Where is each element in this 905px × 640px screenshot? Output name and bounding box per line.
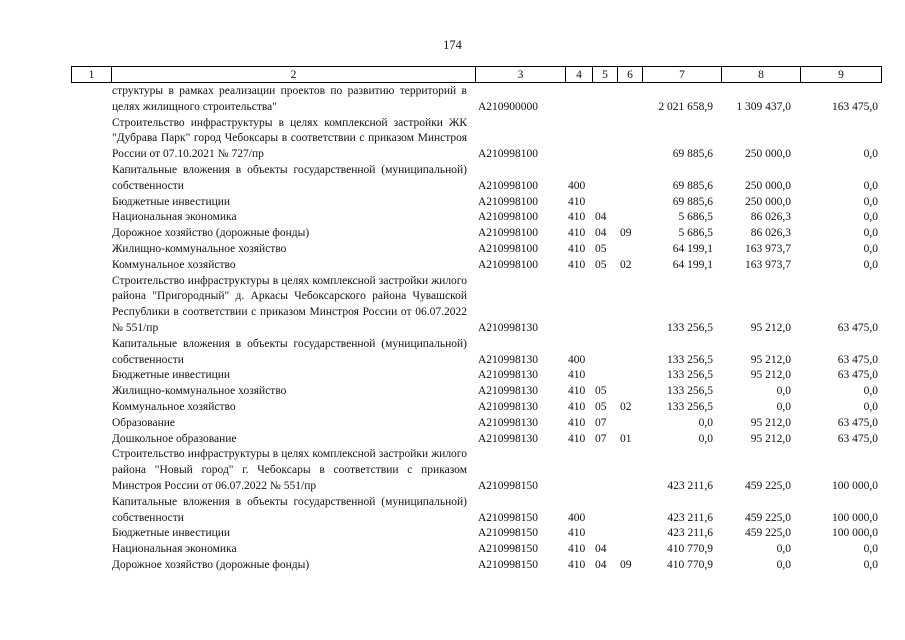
row-col-4 [565,116,592,163]
row-value-8: 0,0 [776,400,791,413]
row-value-8: 163 973,7 [745,258,791,271]
row-value-9: 63 475,0 [837,416,878,429]
row-value-8: 459 225,0 [745,511,791,524]
row-name: Национальная экономика [112,543,237,556]
row-value-7: 133 256,5 [667,400,713,413]
row-value-7: 64 199,1 [672,258,713,271]
table-row [71,495,881,527]
row-value-7: 133 256,5 [667,353,713,366]
row-code: A210998130 [478,353,539,366]
row-value-8: 95 212,0 [750,432,791,445]
table-row [71,416,881,432]
row-value-7: 0,0 [698,432,713,445]
row-col-5: 05 [595,400,607,413]
row-name: Национальная экономика [112,211,237,224]
row-code: A210998130 [478,432,539,445]
table-row [71,242,881,258]
header-col-7: 7 [643,67,722,83]
row-col-6 [617,526,642,542]
row-col-6 [617,337,642,369]
row-value-9: 0,0 [863,148,878,161]
row-col-4 [565,84,592,116]
row-name: Коммунальное хозяйство [112,400,236,413]
row-name: Образование [112,416,176,429]
row-col-4: 410 [568,558,586,571]
row-col-6: 02 [620,258,632,271]
row-value-9: 0,0 [863,400,878,413]
row-value-7: 5 686,5 [678,211,713,224]
table-row [71,226,881,242]
row-col-5 [592,274,617,337]
row-value-8: 1 309 437,0 [736,100,791,113]
row-col-4: 410 [568,543,586,556]
row-code: A210998150 [478,558,539,571]
row-col-5 [592,195,617,211]
row-name: Дорожное хозяйство (дорожные фонды) [112,558,310,571]
row-value-8: 0,0 [776,385,791,398]
row-col-5 [592,337,617,369]
row-col-5: 04 [595,227,607,240]
row-code: A210998130 [478,400,539,413]
table-row [71,84,881,116]
column-number-header [71,66,882,83]
row-value-8: 86 026,3 [750,227,791,240]
row-col-5 [592,116,617,163]
row-value-7: 423 211,6 [667,511,713,524]
row-value-8: 95 212,0 [750,321,791,334]
header-col-9: 9 [801,67,882,83]
table-row [71,447,881,494]
row-value-8: 250 000,0 [745,148,791,161]
row-value-7: 410 770,9 [667,558,713,571]
row-value-7: 133 256,5 [667,369,713,382]
row-col-5: 05 [595,258,607,271]
table-row [71,400,881,416]
table-row [71,368,881,384]
row-value-7: 69 885,6 [672,179,713,192]
row-col-4 [565,274,592,337]
row-col-4: 410 [568,432,586,445]
table-row [71,163,881,195]
row-name: Жилищно-коммунальное хозяйство [112,242,287,255]
row-code: A210998100 [478,227,539,240]
row-col-5 [592,495,617,527]
header-col-5: 5 [593,67,618,83]
row-col-6: 09 [620,558,632,571]
row-name: Строительство инфраструктуры в целях комплексной застройки жилого района "Пригородный" д. Аркасы Чебоксарского района Чувашской Республики в соответствии с приказом Минстроя России от 06.07.2022 № 551/пр [112,274,467,334]
row-value-8: 95 212,0 [750,353,791,366]
table-row [71,526,881,542]
header-col-8: 8 [722,67,801,83]
row-value-8: 0,0 [776,558,791,571]
table-row [71,337,881,369]
row-value-9: 100 000,0 [832,511,878,524]
row-col-5 [592,163,617,195]
row-value-9: 0,0 [863,211,878,224]
row-value-9: 0,0 [863,195,878,208]
row-value-9: 63 475,0 [837,369,878,382]
row-value-7: 64 199,1 [672,242,713,255]
row-code: A210998100 [478,195,539,208]
row-name: Дошкольное образование [112,432,237,445]
table-row [71,558,881,574]
row-col-6 [617,84,642,116]
row-col-4: 410 [568,400,586,413]
budget-table [71,84,881,574]
row-name: Бюджетные инвестиции [112,195,231,208]
row-value-8: 86 026,3 [750,211,791,224]
row-name: Коммунальное хозяйство [112,258,236,271]
table-row [71,258,881,274]
row-code: A210998100 [478,258,539,271]
row-value-9: 100 000,0 [832,527,878,540]
row-code: A210998100 [478,211,539,224]
row-col-4: 410 [568,242,586,255]
row-col-5: 04 [595,211,607,224]
row-col-6 [617,542,642,558]
row-col-6 [617,163,642,195]
row-code: A210998130 [478,385,539,398]
row-col-5 [592,526,617,542]
row-value-8: 95 212,0 [750,369,791,382]
row-value-7: 69 885,6 [672,195,713,208]
header-col-6: 6 [618,67,643,83]
row-col-4: 410 [568,195,586,208]
row-col-5: 04 [595,558,607,571]
table-row [71,432,881,448]
row-col-5: 07 [595,432,607,445]
row-col-4: 410 [568,416,586,429]
row-name: Капитальные вложения в объекты государственной (муниципальной) собственности [112,495,467,524]
row-value-7: 133 256,5 [667,321,713,334]
header-col-1: 1 [72,67,112,83]
row-col-6: 02 [620,400,632,413]
row-value-9: 63 475,0 [837,321,878,334]
row-value-9: 0,0 [863,558,878,571]
row-value-8: 0,0 [776,543,791,556]
row-code: A210998100 [478,242,539,255]
row-value-9: 0,0 [863,258,878,271]
row-col-5 [592,447,617,494]
row-value-8: 459 225,0 [745,527,791,540]
row-name: Строительство инфраструктуры в целях комплексной застройки ЖК "Дубрава Парк" город Чебоксары в соответствии с приказом Минстроя России от 07.10.2021 № 727/пр [112,116,467,161]
row-col-4: 410 [568,227,586,240]
row-name: Капитальные вложения в объекты государственной (муниципальной) собственности [112,163,467,192]
row-name: структуры в рамках реализации проектов по развитию территорий в целях жилищного строительства" [112,85,467,113]
row-value-7: 5 686,5 [678,227,713,240]
header-col-2: 2 [112,67,476,83]
header-col-3: 3 [476,67,566,83]
row-value-8: 95 212,0 [750,416,791,429]
row-col-5: 05 [595,242,607,255]
row-value-9: 0,0 [863,385,878,398]
row-col-5 [592,368,617,384]
table-row [71,195,881,211]
row-col-4: 410 [568,258,586,271]
row-col-4: 400 [568,511,586,524]
row-col-5: 07 [595,416,607,429]
row-col-4: 400 [568,353,586,366]
row-col-6 [617,384,642,400]
row-value-7: 0,0 [698,416,713,429]
header-col-4: 4 [566,67,593,83]
table-row [71,210,881,226]
row-value-9: 0,0 [863,543,878,556]
row-col-5 [592,84,617,116]
row-code: A210998130 [478,321,539,334]
row-value-9: 0,0 [863,242,878,255]
row-code: A210998150 [478,511,539,524]
row-value-8: 163 973,7 [745,242,791,255]
table-row [71,116,881,163]
row-value-7: 410 770,9 [667,543,713,556]
row-value-7: 133 256,5 [667,385,713,398]
row-code: A210998130 [478,416,539,429]
row-value-7: 69 885,6 [672,148,713,161]
row-col-6 [617,242,642,258]
row-col-4 [565,447,592,494]
row-value-8: 250 000,0 [745,195,791,208]
row-col-4: 410 [568,527,586,540]
row-code: A210998100 [478,179,539,192]
row-value-7: 423 211,6 [667,479,713,492]
row-value-9: 63 475,0 [837,432,878,445]
row-col-6 [617,274,642,337]
row-col-6: 09 [620,227,632,240]
row-code: A210998150 [478,543,539,556]
row-code: A210900000 [478,100,539,113]
row-col-5: 04 [595,543,607,556]
row-col-6 [617,368,642,384]
row-value-9: 63 475,0 [837,353,878,366]
row-code: A210998150 [478,479,539,492]
row-col-6 [617,195,642,211]
row-col-6 [617,210,642,226]
row-code: A210998100 [478,148,539,161]
row-name: Капитальные вложения в объекты государственной (муниципальной) собственности [112,337,467,366]
row-name: Дорожное хозяйство (дорожные фонды) [112,227,310,240]
table-row [71,542,881,558]
row-col-6 [617,447,642,494]
row-value-8: 250 000,0 [745,179,791,192]
row-value-8: 459 225,0 [745,479,791,492]
row-value-7: 2 021 658,9 [658,100,713,113]
row-name: Строительство инфраструктуры в целях комплексной застройки жилого района "Новый город" г. Чебоксары в соответствии с приказом Минстроя России от 06.07.2022 № 551/пр [112,448,467,492]
page-number: 174 [443,38,462,52]
row-col-6 [617,116,642,163]
row-value-9: 100 000,0 [832,479,878,492]
row-col-6: 01 [620,432,632,445]
row-col-6 [617,495,642,527]
row-col-4: 410 [568,211,586,224]
table-row [71,274,881,337]
table-row [71,384,881,400]
row-value-9: 0,0 [863,227,878,240]
row-code: A210998150 [478,527,539,540]
row-value-9: 163 475,0 [832,100,878,113]
row-name: Жилищно-коммунальное хозяйство [112,385,287,398]
row-col-5: 05 [595,385,607,398]
row-value-9: 0,0 [863,179,878,192]
row-col-4: 400 [568,179,586,192]
row-name: Бюджетные инвестиции [112,527,231,540]
row-col-4: 410 [568,369,586,382]
row-value-7: 423 211,6 [667,527,713,540]
row-name: Бюджетные инвестиции [112,369,231,382]
row-col-4: 410 [568,385,586,398]
row-col-6 [617,416,642,432]
row-code: A210998130 [478,369,539,382]
